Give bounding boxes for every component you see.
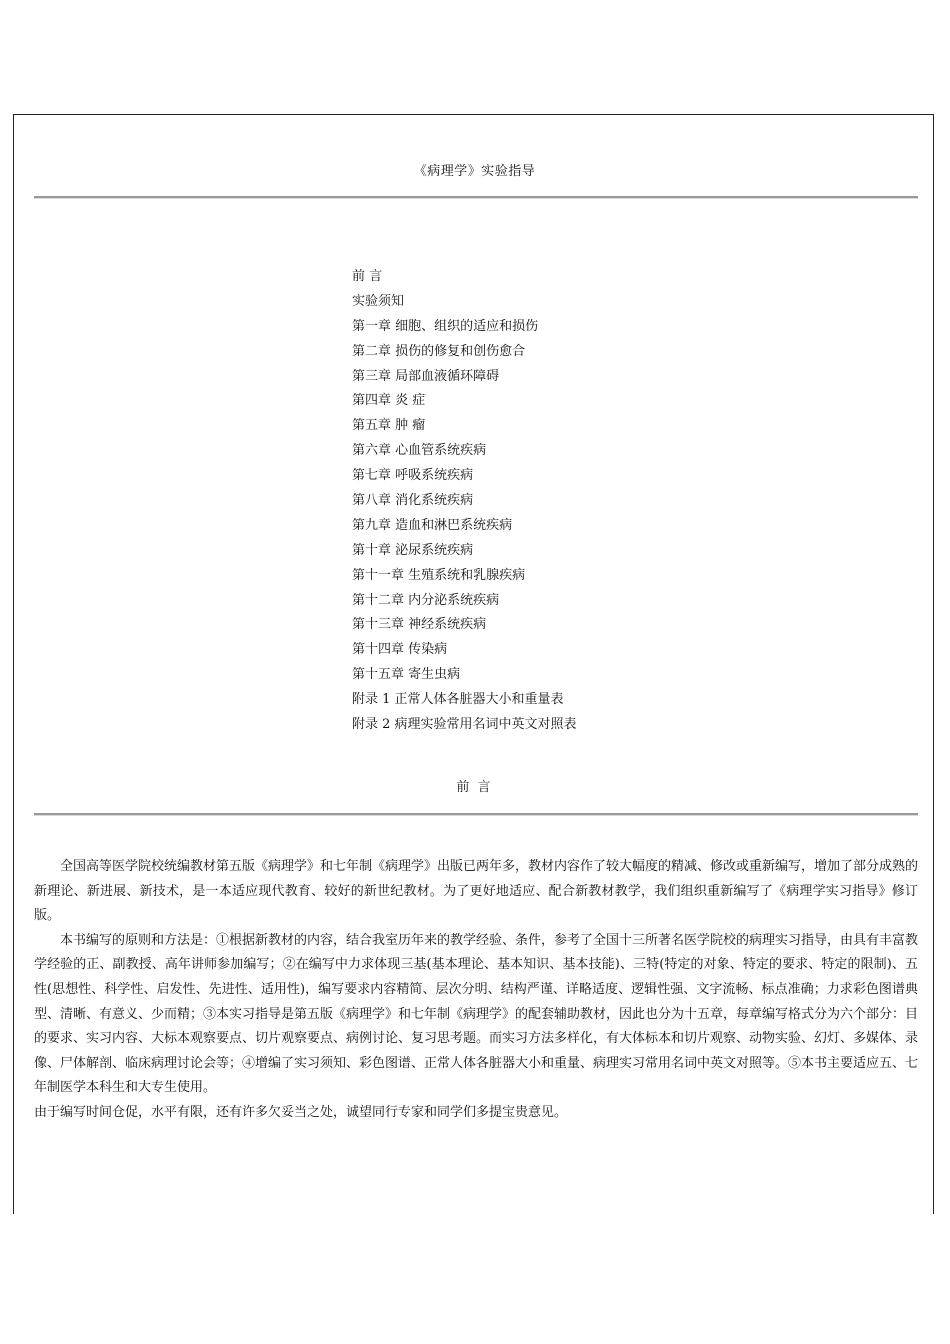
toc-item: 第一章 细胞、组织的适应和损伤 [352, 318, 539, 334]
toc-item: 第七章 呼吸系统疾病 [352, 468, 474, 484]
preface-heading: 前 言 [456, 780, 493, 795]
toc-item: 实验须知 [352, 293, 405, 309]
preface-divider [34, 813, 918, 816]
preface-paragraph: 由于编写时间仓促，水平有限，还有许多欠妥当之处，诚望同行专家和同学们多提宝贵意见。 [34, 1104, 568, 1120]
toc-item: 第九章 造血和淋巴系统疾病 [352, 517, 513, 533]
toc-item: 第三章 局部血液循环障碍 [352, 368, 500, 384]
document-title: 《病理学》实验指导 [413, 164, 536, 179]
toc-item: 第二章 损伤的修复和创伤愈合 [352, 343, 526, 359]
toc-item: 第八章 消化系统疾病 [352, 493, 474, 509]
toc-item: 前 言 [352, 269, 383, 284]
toc-item: 第十三章 神经系统疾病 [352, 617, 487, 633]
toc-item: 附录 1 正常人体各脏器大小和重量表 [352, 692, 564, 708]
table-of-contents [352, 265, 577, 738]
toc-item: 第六章 心血管系统疾病 [352, 443, 487, 459]
toc-item: 附录 2 病理实验常用名词中英文对照表 [352, 717, 577, 733]
document-frame [13, 114, 934, 1214]
toc-item: 第十章 泌尿系统疾病 [352, 542, 474, 558]
toc-item: 第四章 炎 症 [352, 393, 426, 409]
toc-item: 第十一章 生殖系统和乳腺疾病 [352, 567, 526, 583]
toc-item: 第十四章 传染病 [352, 642, 448, 658]
toc-item: 第十五章 寄生虫病 [352, 667, 461, 683]
preface-body [34, 855, 918, 1126]
toc-item: 第十二章 内分泌系统疾病 [352, 592, 500, 608]
preface-paragraph: 本书编写的原则和方法是：①根据新教材的内容，结合我室历年来的教学经验、条件，参考了全国十三所著名医学院校的病理实习指导，由具有丰富教学经验的正、副教授、高年讲师参加编写；②在编写中力求体现三基(基本理论、基本知识、基本技能)、三特(特定的对象、特定的要求、特定的限制)、五性(思想性、科学性、启发性、先进性、适用性)，编写要求内容精简、层次分明、结构严谨、详略适度、逻辑性强、文字流畅、标点准确；力求彩色图谱典型、清晰、有意义、少而精；③本实习指导是第五版《病理学》和七年制《病理学》的配套辅助教材，因此也分为十五章，每章编写格式分为六个部分：目的要求、实习内容、大标本观察要点、切片观察要点、病例讨论、复习思考题。而实习方法多样化，有大体标本和切片观察、动物实验、幻灯、多媒体、录像、尸体解剖、临床病理讨论会等；④增编了实习须知、彩色图谱、正常人体各脏器大小和重量、病理实习常用名词中英文对照等。⑤本书主要适应五、七年制医学本科生和大专生使用。 [34, 932, 919, 1096]
title-divider [34, 196, 918, 199]
toc-item: 第五章 肿 瘤 [352, 418, 426, 434]
preface-paragraph: 全国高等医学院校统编教材第五版《病理学》和七年制《病理学》出版已两年多，教材内容作了较大幅度的精减、修改或重新编写，增加了部分成熟的新理论、新进展、新技术，是一本适应现代教育、较好的新世纪教材。为了更好地适应、配合新教材教学，我们组织重新编写了《病理学实习指导》修订版。 [34, 859, 919, 924]
